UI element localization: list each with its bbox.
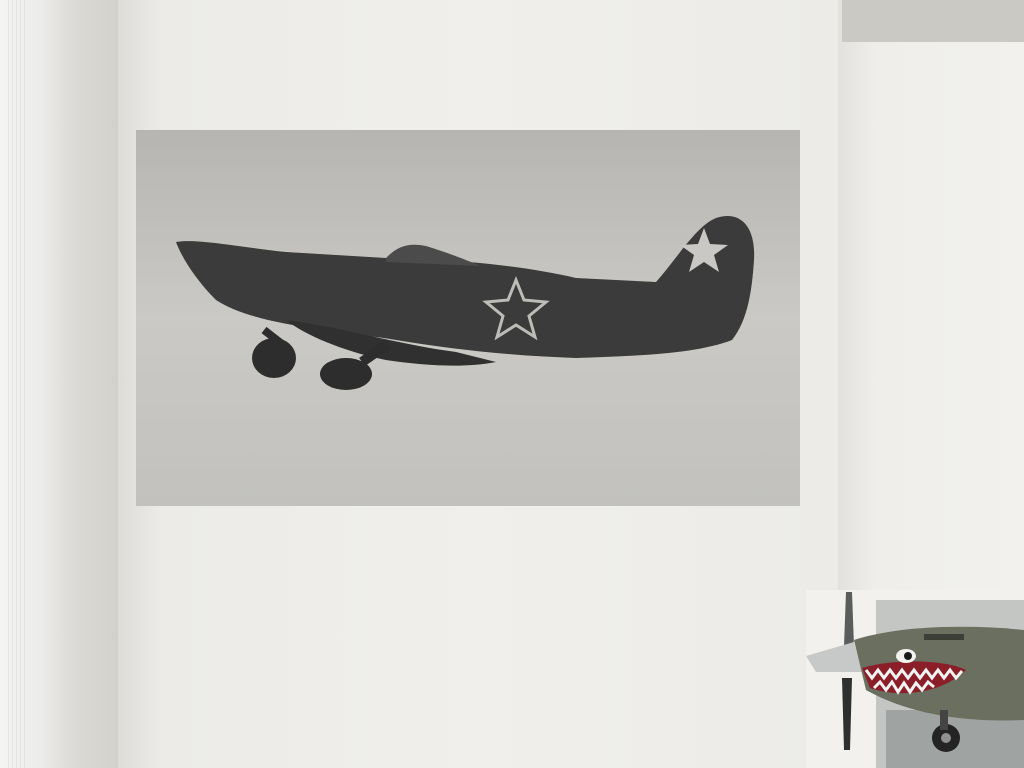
landing-gear-left xyxy=(252,338,296,378)
page-stack-lines xyxy=(8,0,28,768)
p40-model-photo xyxy=(806,590,1024,768)
yak-fighter-photo xyxy=(136,130,800,506)
shark-mouth-fighter-model xyxy=(806,590,1024,768)
right-top-photo-fragment xyxy=(842,0,1024,42)
left-page-edge xyxy=(0,0,118,768)
aircraft-photo xyxy=(136,130,800,506)
